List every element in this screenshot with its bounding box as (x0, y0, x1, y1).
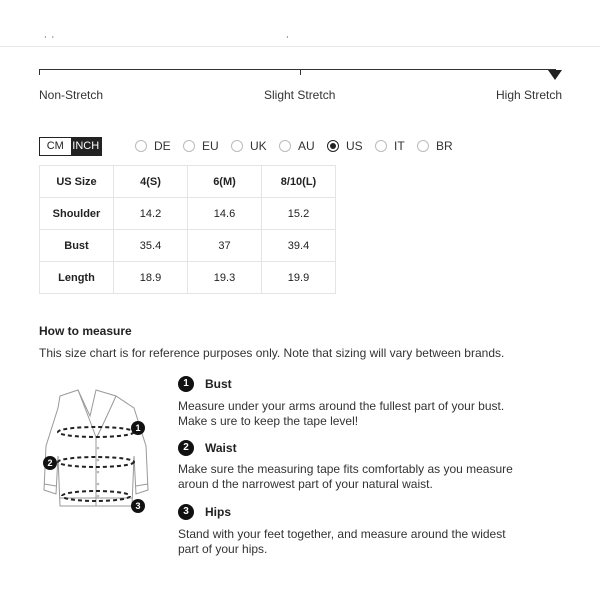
unit-inch-button[interactable]: INCH (71, 138, 102, 155)
radio-icon (417, 140, 429, 152)
region-option-de[interactable] (135, 139, 171, 153)
region-label: UK (250, 139, 267, 153)
table-cell: 19.3 (188, 262, 262, 294)
table-row-label: Shoulder (40, 198, 114, 230)
radio-icon (231, 140, 243, 152)
table-header-row (40, 166, 336, 198)
step-desc-waist: Make sure the measuring tape fits comfortably as you measure aroun d the narrowest part of your natural waist. (178, 462, 513, 491)
cardigan-illustration (38, 386, 156, 514)
table-cell: 14.2 (114, 198, 188, 230)
step-desc-hips: Stand with your feet together, and measure around the widest part of your hips. (178, 527, 506, 556)
table-header-cell: US Size (40, 166, 114, 198)
svg-text:2: 2 (47, 458, 53, 468)
table-header-cell: 6(M) (188, 166, 262, 198)
region-option-br[interactable] (417, 139, 453, 153)
stretch-label-slight: Slight Stretch (264, 88, 336, 102)
table-row (40, 198, 336, 230)
region-label: EU (202, 139, 219, 153)
svg-text:3: 3 (135, 501, 141, 511)
radio-checked-icon (327, 140, 339, 152)
region-label: AU (298, 139, 315, 153)
table-cell: 35.4 (114, 230, 188, 262)
step-number-icon: 1 (178, 376, 194, 392)
table-cell: 39.4 (262, 230, 336, 262)
table-header-cell: 4(S) (114, 166, 188, 198)
unit-cm-button[interactable]: CM (46, 140, 64, 152)
region-label: BR (436, 139, 453, 153)
unit-toggle (39, 137, 102, 156)
size-table (39, 165, 336, 294)
region-option-eu[interactable] (183, 139, 219, 153)
table-header-cell: 8/10(L) (262, 166, 336, 198)
region-option-us[interactable] (327, 139, 363, 153)
radio-icon (279, 140, 291, 152)
region-label: IT (394, 139, 405, 153)
how-to-measure-title: How to measure (39, 324, 132, 338)
step-title-bust: Bust (205, 377, 232, 391)
reference-note: This size chart is for reference purposes only. Note that sizing will vary between brands. (39, 346, 505, 360)
step-number-icon: 2 (178, 440, 194, 456)
stretch-tick-start (39, 69, 40, 75)
step-title-waist: Waist (205, 441, 237, 455)
region-option-au[interactable] (279, 139, 315, 153)
region-label: US (346, 139, 363, 153)
region-option-it[interactable] (375, 139, 405, 153)
table-cell: 15.2 (262, 198, 336, 230)
table-cell: 14.6 (188, 198, 262, 230)
table-row (40, 230, 336, 262)
radio-icon (183, 140, 195, 152)
stretch-marker-icon (548, 70, 562, 80)
cropped-header: ˙ ˙ ˙ (0, 0, 600, 47)
stretch-scale-line (39, 69, 556, 70)
table-row-label: Bust (40, 230, 114, 262)
svg-text:1: 1 (135, 423, 141, 433)
table-cell: 19.9 (262, 262, 336, 294)
table-row-label: Length (40, 262, 114, 294)
table-cell: 18.9 (114, 262, 188, 294)
radio-icon (375, 140, 387, 152)
table-cell: 37 (188, 230, 262, 262)
step-title-hips: Hips (205, 505, 232, 519)
region-option-uk[interactable] (231, 139, 267, 153)
radio-icon (135, 140, 147, 152)
step-number-icon: 3 (178, 504, 194, 520)
step-desc-bust: Measure under your arms around the fullest part of your bust. Make s ure to keep the tape level! (178, 399, 505, 428)
region-label: DE (154, 139, 171, 153)
stretch-tick-middle (300, 69, 301, 75)
stretch-label-non: Non-Stretch (39, 88, 104, 102)
stretch-label-high: High Stretch (496, 88, 563, 102)
table-row (40, 262, 336, 294)
